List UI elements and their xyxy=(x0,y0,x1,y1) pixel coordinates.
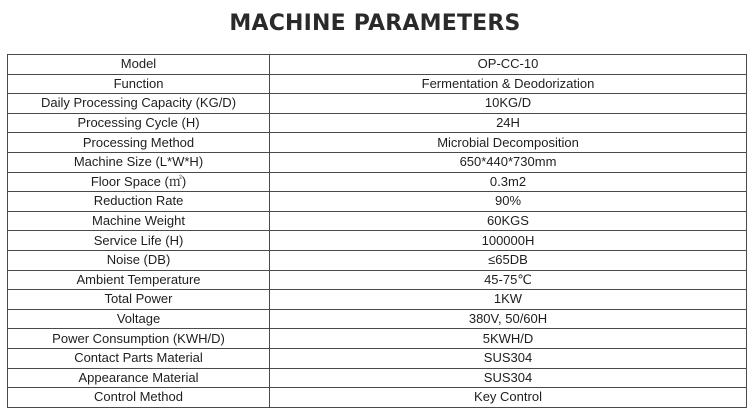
table-row xyxy=(8,388,747,408)
parameter-value-cell: 10KG/D xyxy=(270,94,747,114)
table-row xyxy=(8,309,747,329)
parameter-value-cell: SUS304 xyxy=(270,368,747,388)
parameter-name-cell: Model xyxy=(8,55,270,75)
parameter-value-cell: 650*440*730mm xyxy=(270,152,747,172)
parameter-value-cell: 380V, 50/60H xyxy=(270,309,747,329)
table-row xyxy=(8,348,747,368)
table-row xyxy=(8,113,747,133)
parameter-value-cell: 45-75℃ xyxy=(270,270,747,290)
parameter-value-cell: Fermentation & Deodorization xyxy=(270,74,747,94)
parameter-value-cell: 1KW xyxy=(270,290,747,310)
parameter-name-cell: Total Power xyxy=(8,290,270,310)
parameter-value-cell: ≤65DB xyxy=(270,250,747,270)
table-row xyxy=(8,211,747,231)
parameter-name-cell: Machine Size (L*W*H) xyxy=(8,152,270,172)
parameter-name-cell: Noise (DB) xyxy=(8,250,270,270)
table-row xyxy=(8,94,747,114)
table-row xyxy=(8,74,747,94)
table-row xyxy=(8,231,747,251)
parameters-table-body xyxy=(8,55,747,408)
parameter-value-cell: 60KGS xyxy=(270,211,747,231)
table-row xyxy=(8,270,747,290)
parameter-value-cell: 24H xyxy=(270,113,747,133)
parameter-value-cell: 0.3m2 xyxy=(270,172,747,192)
parameter-name-cell: Service Life (H) xyxy=(8,231,270,251)
parameter-name-cell: Processing Method xyxy=(8,133,270,153)
parameters-table xyxy=(7,54,747,408)
parameter-name-cell: Machine Weight xyxy=(8,211,270,231)
table-row xyxy=(8,250,747,270)
table-row xyxy=(8,133,747,153)
table-row xyxy=(8,55,747,75)
parameter-name-cell: Control Method xyxy=(8,388,270,408)
parameter-value-cell: Key Control xyxy=(270,388,747,408)
parameter-name-cell: Daily Processing Capacity (KG/D) xyxy=(8,94,270,114)
table-row xyxy=(8,290,747,310)
parameter-name-cell: Function xyxy=(8,74,270,94)
parameter-name-cell: Ambient Temperature xyxy=(8,270,270,290)
parameter-value-cell: 100000H xyxy=(270,231,747,251)
parameter-name-cell: Contact Parts Material xyxy=(8,348,270,368)
parameter-value-cell: 5KWH/D xyxy=(270,329,747,349)
table-row xyxy=(8,368,747,388)
parameter-name-cell: Appearance Material xyxy=(8,368,270,388)
table-row xyxy=(8,172,747,192)
parameter-name-cell: Floor Space (㎡) xyxy=(8,172,270,192)
parameter-name-cell: Power Consumption (KWH/D) xyxy=(8,329,270,349)
table-row xyxy=(8,329,747,349)
table-row xyxy=(8,152,747,172)
parameter-value-cell: Microbial Decomposition xyxy=(270,133,747,153)
page-title: MACHINE PARAMETERS xyxy=(229,11,521,36)
parameter-name-cell: Processing Cycle (H) xyxy=(8,113,270,133)
parameter-name-cell: Reduction Rate xyxy=(8,192,270,212)
parameter-value-cell: 90% xyxy=(270,192,747,212)
parameter-value-cell: OP-CC-10 xyxy=(270,55,747,75)
table-row xyxy=(8,192,747,212)
parameter-value-cell: SUS304 xyxy=(270,348,747,368)
parameter-name-cell: Voltage xyxy=(8,309,270,329)
